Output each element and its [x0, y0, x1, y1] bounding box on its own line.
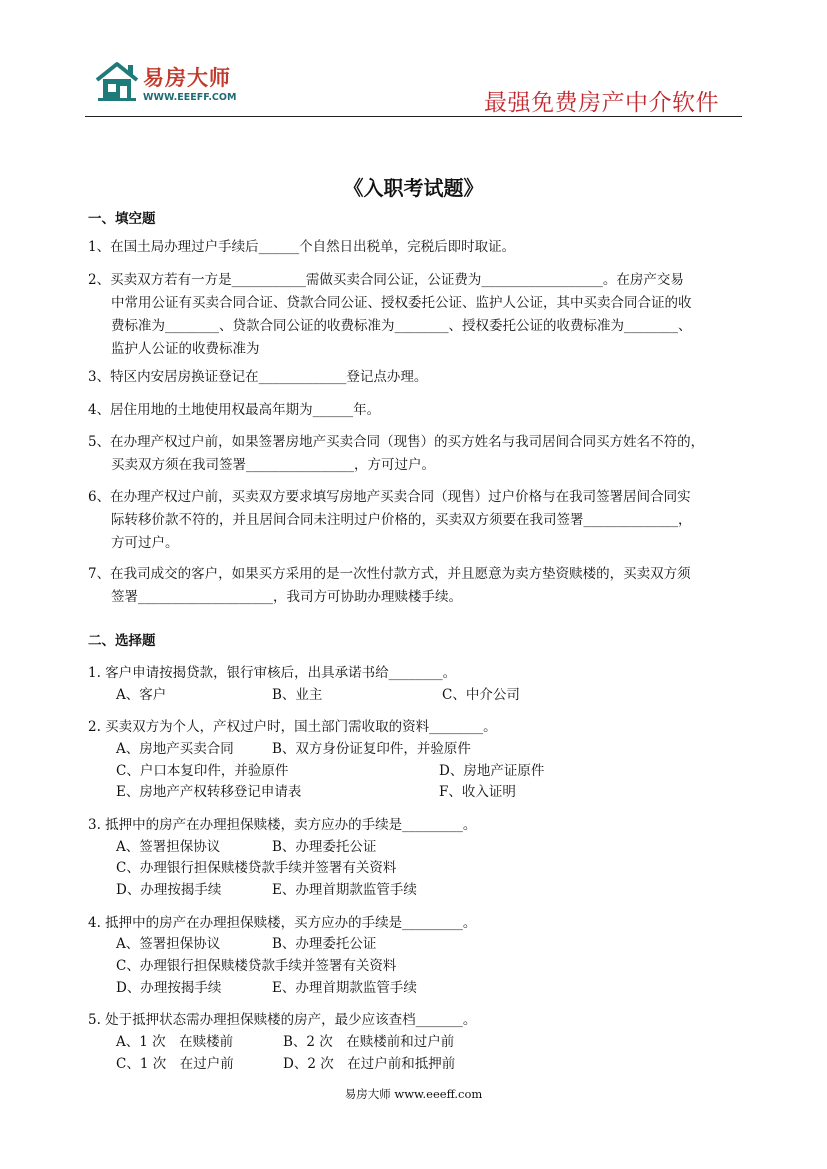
option-c: C、办理银行担保赎楼贷款手续并签署有关资料	[116, 958, 397, 974]
option-b: B、2 次 在赎楼前和过户前	[283, 1034, 455, 1050]
option-a: A、签署担保协议	[116, 936, 221, 952]
question-line: 7、在我司成交的客户，如果买方采用的是一次性付款方式，并且愿意为卖方垫资赎楼的，买卖双方须	[88, 566, 691, 582]
question-line: 际转移价款不符的，并且居间合同未注明过户价格的，买卖双方须要在我司签署______________，	[111, 512, 692, 528]
logo-url: WWW.EEEFF.COM	[143, 92, 237, 103]
fill-question-2	[88, 269, 748, 361]
fill-question-6	[88, 486, 748, 555]
fill-question-5	[88, 431, 748, 477]
choice-question-2: 2. 买卖双方为个人，产权过户时，国土部门需收取的资料________。	[88, 719, 497, 735]
option-b: B、业主	[272, 687, 323, 703]
option-e: E、办理首期款监管手续	[272, 980, 417, 996]
question-line: 方可过户。	[111, 535, 179, 551]
option-b: B、双方身份证复印件，并验原件	[272, 741, 471, 757]
option-c: C、1 次 在过户前	[116, 1056, 234, 1072]
choice-question-4: 4. 抵押中的房产在办理担保赎楼，买方应办的手续是_________。	[88, 915, 477, 931]
option-b: B、办理委托公证	[272, 936, 377, 952]
question-line: 2、买卖双方若有一方是___________需做买卖合同公证，公证费为__________________。在房产交易	[88, 272, 684, 288]
choice-question-5: 5. 处于抵押状态需办理担保赎楼的房产，最少应该查档_______。	[88, 1012, 477, 1028]
header-divider	[85, 116, 742, 117]
option-a: A、签署担保协议	[116, 839, 221, 855]
question-line: 6、在办理产权过户前，买卖双方要求填写房地产买卖合同（现售）过户价格与在我司签署居间合同实	[88, 489, 691, 505]
house-logo-icon	[94, 60, 140, 102]
page-title: 《入职考试题》	[343, 176, 484, 200]
section-heading-choice: 二、选择题	[88, 633, 156, 649]
fill-question-3	[88, 366, 748, 389]
option-f: F、收入证明	[439, 784, 516, 800]
question-line: 1、在国土局办理过户手续后______个自然日出税单，完税后即时取证。	[88, 239, 516, 255]
option-a: A、客户	[116, 687, 167, 703]
fill-question-4	[88, 399, 748, 422]
option-d: D、房地产证原件	[439, 763, 545, 779]
header-slogan: 最强免费房产中介软件	[484, 90, 719, 116]
option-d: D、2 次 在过户前和抵押前	[283, 1056, 456, 1072]
option-c: C、办理银行担保赎楼贷款手续并签署有关资料	[116, 860, 397, 876]
choice-question-1: 1. 客户申请按揭贷款，银行审核后，出具承诺书给________。	[88, 665, 457, 681]
question-line: 买卖双方须在我司签署________________，方可过户。	[111, 457, 435, 473]
page-footer: 易房大师 www.eeeff.com	[344, 1087, 483, 1101]
question-line: 签署____________________，我司方可协助办理赎楼手续。	[111, 589, 462, 605]
option-e: E、房地产产权转移登记申请表	[116, 784, 302, 800]
question-line: 3、特区内安居房换证登记在_____________登记点办理。	[88, 369, 428, 385]
option-c: C、中介公司	[442, 687, 520, 703]
choice-question-3: 3. 抵押中的房产在办理担保赎楼，卖方应办的手续是_________。	[88, 817, 477, 833]
question-line: 费标准为________、贷款合同公证的收费标准为________、授权委托公证的收费标准为________、	[111, 318, 692, 334]
question-line: 监护人公证的收费标准为	[111, 341, 260, 357]
question-line: 4、居住用地的土地使用权最高年期为______年。	[88, 402, 381, 418]
option-a: A、房地产买卖合同	[116, 741, 234, 757]
fill-question-1	[88, 236, 748, 259]
option-c: C、户口本复印件，并验原件	[116, 763, 289, 779]
option-e: E、办理首期款监管手续	[272, 882, 417, 898]
question-line: 5、在办理产权过户前，如果签署房地产买卖合同（现售）的买方姓名与我司居间合同买方姓名不符的，	[88, 434, 705, 450]
question-line: 中常用公证有买卖合同合证、贷款合同公证、授权委托公证、监护人公证，其中买卖合同合证的收	[111, 295, 692, 311]
option-d: D、办理按揭手续	[116, 882, 222, 898]
fill-question-7	[88, 563, 748, 609]
option-a: A、1 次 在赎楼前	[116, 1034, 234, 1050]
option-b: B、办理委托公证	[272, 839, 377, 855]
logo-name: 易房大师	[143, 66, 231, 90]
option-d: D、办理按揭手续	[116, 980, 222, 996]
section-heading-fill: 一、填空题	[88, 211, 156, 227]
